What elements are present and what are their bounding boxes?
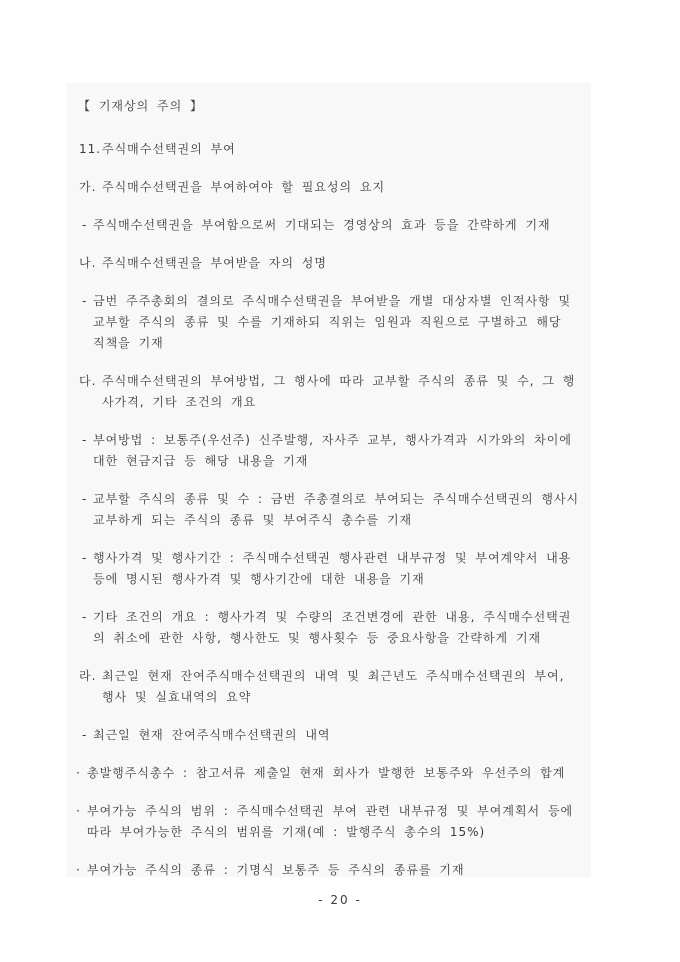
list-marker: 11. <box>79 142 102 156</box>
paragraph-text: 부여가능 주식의 범위 : 주식매수선택권 부여 관련 내부규정 및 부여계획서 등에 따라 부여가능한 주식의 범위를 기재(예 : 발행주식 총수의 15%) <box>87 804 574 839</box>
paragraph-dot <box>73 860 581 877</box>
paragraph-text: 총발행주식총수 : 참고서류 제출일 현재 회사가 발행한 보통주와 우선주의 합계 <box>87 766 566 780</box>
list-marker: - <box>82 610 88 624</box>
paragraph-sub <box>73 371 581 413</box>
list-marker: - <box>82 294 88 308</box>
paragraph-dash <box>73 548 581 590</box>
paragraph-text: 최근일 현재 잔여주식매수선택권의 내역 및 최근년도 주식매수선택권의 부여, 행사 및 실효내역의 요약 <box>102 669 565 704</box>
paragraph-dash <box>73 291 581 354</box>
list-marker: - <box>82 728 88 742</box>
paragraph-text: 금번 주주총회의 결의로 주식매수선택권을 부여받을 개별 대상자별 인적사항 및 교부할 주식의 종류 및 수를 기재하되 직위는 임원과 직원으로 구별하고 해당 직책을 기재 <box>93 294 572 350</box>
notice-title-text: 【 기재상의 주의 】 <box>78 99 203 113</box>
paragraph-sub <box>73 253 581 274</box>
list-marker: - <box>82 433 88 447</box>
list-marker: 다. <box>79 374 97 388</box>
paragraph-dot <box>73 763 581 784</box>
content-area <box>66 83 591 877</box>
paragraph-text: 주식매수선택권을 부여함으로써 기대되는 경영상의 효과 등을 간략하게 기재 <box>93 218 551 232</box>
list-marker: · <box>76 804 81 818</box>
paragraph-text: 행사가격 및 행사기간 : 주식매수선택권 행사관련 내부규정 및 부여계약서 내용등에 명시된 행사가격 및 행사기간에 대한 내용을 기재 <box>93 551 572 586</box>
paragraph-dot <box>73 801 581 843</box>
paragraph-text: 주식매수선택권의 부여 <box>102 142 236 156</box>
list-marker: 나. <box>79 256 97 270</box>
paragraph-text: 부여방법 : 보통주(우선주) 신주발행, 자사주 교부, 행사가격과 시가와의 차이에 대한 현금지급 등 해당 내용을 기재 <box>93 433 572 468</box>
list-marker: · <box>76 863 81 877</box>
page-number: - 20 - <box>318 893 362 907</box>
paragraph-text: 기타 조건의 개요 : 행사가격 및 수량의 조건변경에 관한 내용, 주식매수선택권의 취소에 관한 사항, 행사한도 및 행사횟수 등 중요사항을 간략하게 기재 <box>93 610 572 645</box>
list-marker: - <box>82 492 88 506</box>
paragraph-dash <box>73 607 581 649</box>
list-marker: 라. <box>79 669 97 683</box>
paragraph-section <box>73 139 581 160</box>
notice-title <box>73 96 581 117</box>
paragraph-dash <box>73 725 581 746</box>
paragraph-text: 주식매수선택권을 부여하여야 할 필요성의 요지 <box>102 180 386 194</box>
list-marker: 가. <box>79 180 97 194</box>
paragraph-sub <box>73 177 581 198</box>
paragraph-text: 최근일 현재 잔여주식매수선택권의 내역 <box>93 728 331 742</box>
paragraph-sub <box>73 666 581 708</box>
paragraph-dash <box>73 430 581 472</box>
list-marker: · <box>76 766 81 780</box>
paragraph-text: 주식매수선택권의 부여방법, 그 행사에 따라 교부할 주식의 종류 및 수, 그 행사가격, 기타 조건의 개요 <box>102 374 576 409</box>
paragraph-text: 주식매수선택권을 부여받을 자의 성명 <box>102 256 327 270</box>
list-marker: - <box>82 551 88 565</box>
paragraph-dash <box>73 489 581 531</box>
paragraph-text: 교부할 주식의 종류 및 수 : 금번 주총결의로 부여되는 주식매수선택권의 행사시 교부하게 되는 주식의 종류 및 부여주식 총수를 기재 <box>93 492 580 527</box>
list-marker: - <box>82 218 88 232</box>
paragraph-dash <box>73 215 581 236</box>
paragraph-text: 부여가능 주식의 종류 : 기명식 보통주 등 주식의 종류를 기재 <box>87 863 465 877</box>
